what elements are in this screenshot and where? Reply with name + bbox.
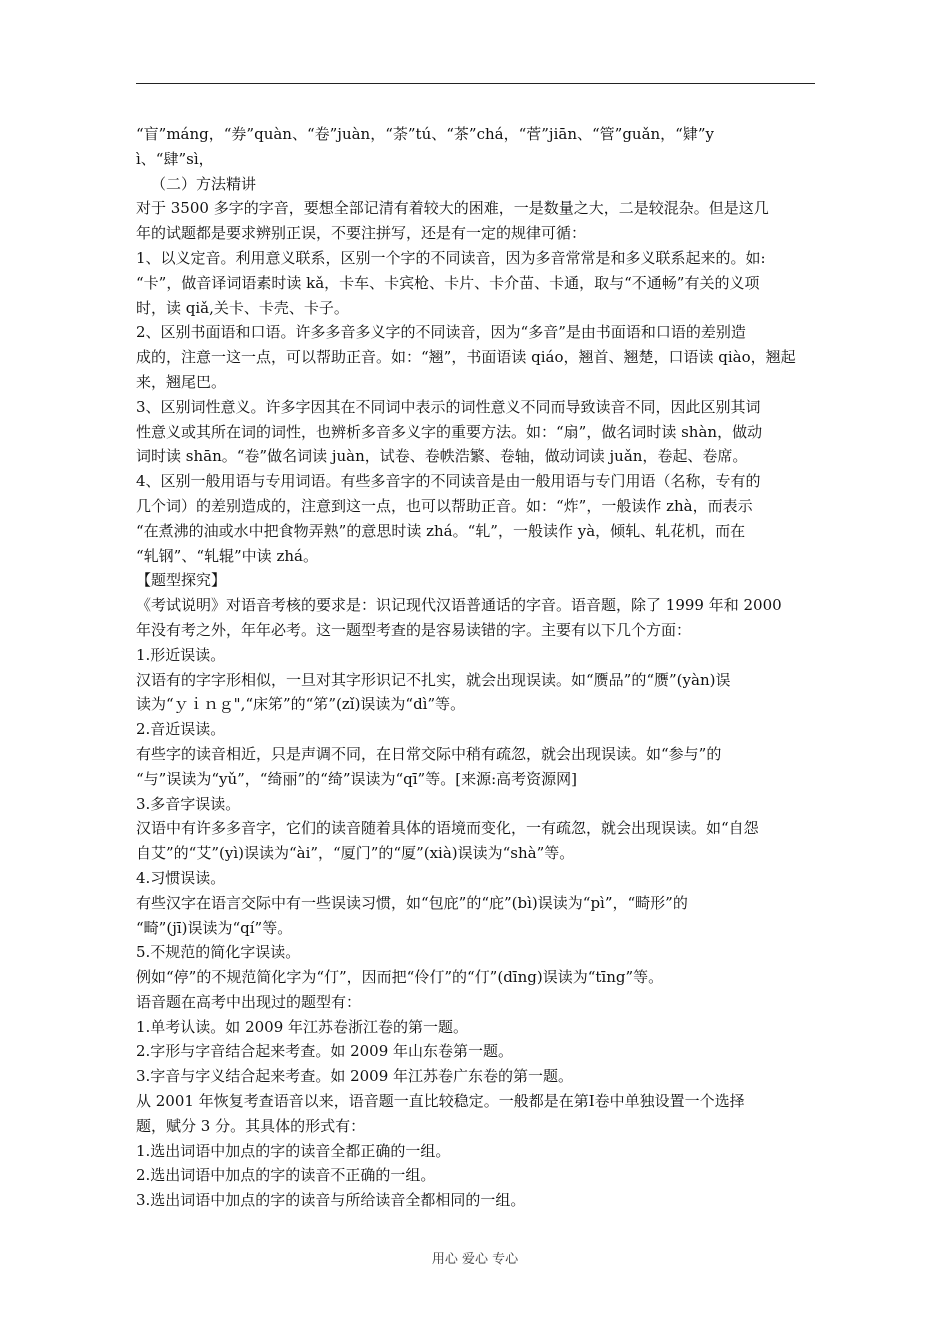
text-line: 2.选出词语中加点的字的读音不正确的一组。 — [136, 1166, 436, 1185]
text-line: 题，赋分 3 分。其具体的形式有： — [136, 1116, 366, 1135]
text-line: 有些汉字在语言交际中有一些误读习惯，如“包庇”的“庇”(bì)误读为“pì”，“畸形”的 — [136, 893, 688, 912]
text-line: 1.选出词语中加点的字的读音全都正确的一组。 — [136, 1141, 451, 1160]
text-line: “与”误读为“yǔ”，“绮丽”的“绮”误读为“qī”等。[来源:高考资源网] — [136, 769, 577, 788]
section-heading: （二）方法精讲 — [151, 174, 257, 193]
text-line: 2、区别书面语和口语。许多多音多义字的不同读音，因为“多音”是由书面语和口语的差别造 — [136, 323, 746, 342]
document-body — [136, 122, 815, 1213]
text-line: ì、“肆”sì， — [136, 149, 214, 168]
text-line: 汉语中有许多多音字，它们的读音随着具体的语境而变化，一有疏忽，就会出现误读。如“自怨 — [136, 819, 759, 838]
text-line: 例如“停”的不规范简化字为“仃”，因而把“伶仃”的“仃”(dīng)误读为“tīng”等。 — [136, 968, 664, 987]
text-line: 对于 3500 多字的字音，要想全部记清有着较大的困难，一是数量之大，二是较混杂。但是这几 — [136, 199, 769, 218]
text-line: “畸”(jī)误读为“qí”等。 — [136, 918, 293, 937]
text-line: 有些字的读音相近，只是声调不同，在日常交际中稍有疏忽，就会出现误读。如“参与”的 — [136, 744, 722, 763]
text-line: 来，翘尾巴。 — [136, 372, 227, 391]
text-line: 时，读 qiǎ,关卡、卡壳、卡子。 — [136, 298, 349, 317]
text-line: 3.选出词语中加点的字的读音与所给读音全都相同的一组。 — [136, 1191, 526, 1210]
header-rule — [136, 83, 815, 84]
text-line: 5.不规范的简化字误读。 — [136, 943, 301, 962]
text-line: 语音题在高考中出现过的题型有： — [136, 992, 362, 1011]
text-line: 1、以义定音。利用意义联系，区别一个字的不同读音，因为多音常常是和多义联系起来的。如: — [136, 248, 766, 267]
text-line: 词时读 shān。“卷”做名词读 juàn，试卷、卷帙浩繁、卷轴，做动词读 juǎn，卷起、卷席。 — [136, 447, 748, 466]
text-line: 1.形近误读。 — [136, 645, 226, 664]
text-line: “盲”máng，“券”quàn、“卷”juàn，“荼”tú、“茶”chá，“菅”jiān、“管”guǎn，“肄”y — [136, 125, 714, 143]
page-footer: 用心 爱心 专心 — [431, 1252, 519, 1267]
text-line: 4、区别一般用语与专用词语。有些多音字的不同读音是由一般用语与专门用语（名称，专有的 — [136, 472, 761, 491]
text-line: “轧钢”、“轧辊”中读 zhá。 — [136, 546, 318, 565]
text-line: 年没有考之外，年年必考。这一题型考查的是容易读错的字。主要有以下几个方面： — [136, 620, 692, 639]
text-line: 4.习惯误读。 — [136, 868, 226, 887]
text-line: 1.单考认读。如 2009 年江苏卷浙江卷的第一题。 — [136, 1017, 469, 1036]
text-line: 成的，注意一这一点，可以帮助正音。如：“翘”，书面语读 qiáo，翘首、翘楚，口语读 qiào，翘起 — [136, 348, 796, 367]
text-line: “卡”，做音译词语素时读 kǎ，卡车、卡宾枪、卡片、卡介苗、卡通，取与“不通畅”有关的义项 — [136, 273, 760, 292]
text-line: 性意义或其所在词的词性，也辨析多音多义字的重要方法。如：“扇”，做名词时读 shàn，做动 — [136, 422, 763, 441]
text-line: “在煮沸的油或水中把食物弄熟”的意思时读 zhá。“轧”，一般读作 yà，倾轧、轧花机，而在 — [136, 521, 746, 540]
text-line: 年的试题都是要求辨别正误，不要注拼写，还是有一定的规律可循： — [136, 224, 587, 243]
text-line: 2.字形与字音结合起来考查。如 2009 年山东卷第一题。 — [136, 1042, 514, 1061]
text-line: 3、区别词性意义。许多字因其在不同词中表示的词性意义不同而导致读音不同，因此区别其词 — [136, 397, 761, 416]
section-heading: 【题型探究】 — [136, 571, 227, 590]
text-line: 3.多音字误读。 — [136, 794, 241, 813]
text-line: 读为“ｙｉｎｇ",“床笫”的“笫”(zǐ)误读为“dì”等。 — [136, 695, 466, 714]
text-line: 2.音近误读。 — [136, 720, 226, 739]
text-line: 从 2001 年恢复考查语音以来，语音题一直比较稳定。一般都是在第Ⅰ卷中单独设置一个选择 — [136, 1092, 745, 1111]
text-line: 汉语有的字字形相似，一旦对其字形识记不扎实，就会出现误读。如“赝品”的“赝”(yàn)误 — [136, 670, 731, 689]
text-line: 自艾”的“艾”(yì)误读为“ài”，“厦门”的“厦”(xià)误读为“shà”等。 — [136, 844, 575, 863]
text-line: 3.字音与字义结合起来考查。如 2009 年江苏卷广东卷的第一题。 — [136, 1067, 574, 1086]
text-line: 几个词）的差别造成的，注意到这一点，也可以帮助正音。如：“炸”，一般读作 zhà，而表示 — [136, 496, 753, 515]
text-line: 《考试说明》对语音考核的要求是：识记现代汉语普通话的字音。语音题，除了 1999 年和 2000 — [136, 596, 782, 615]
